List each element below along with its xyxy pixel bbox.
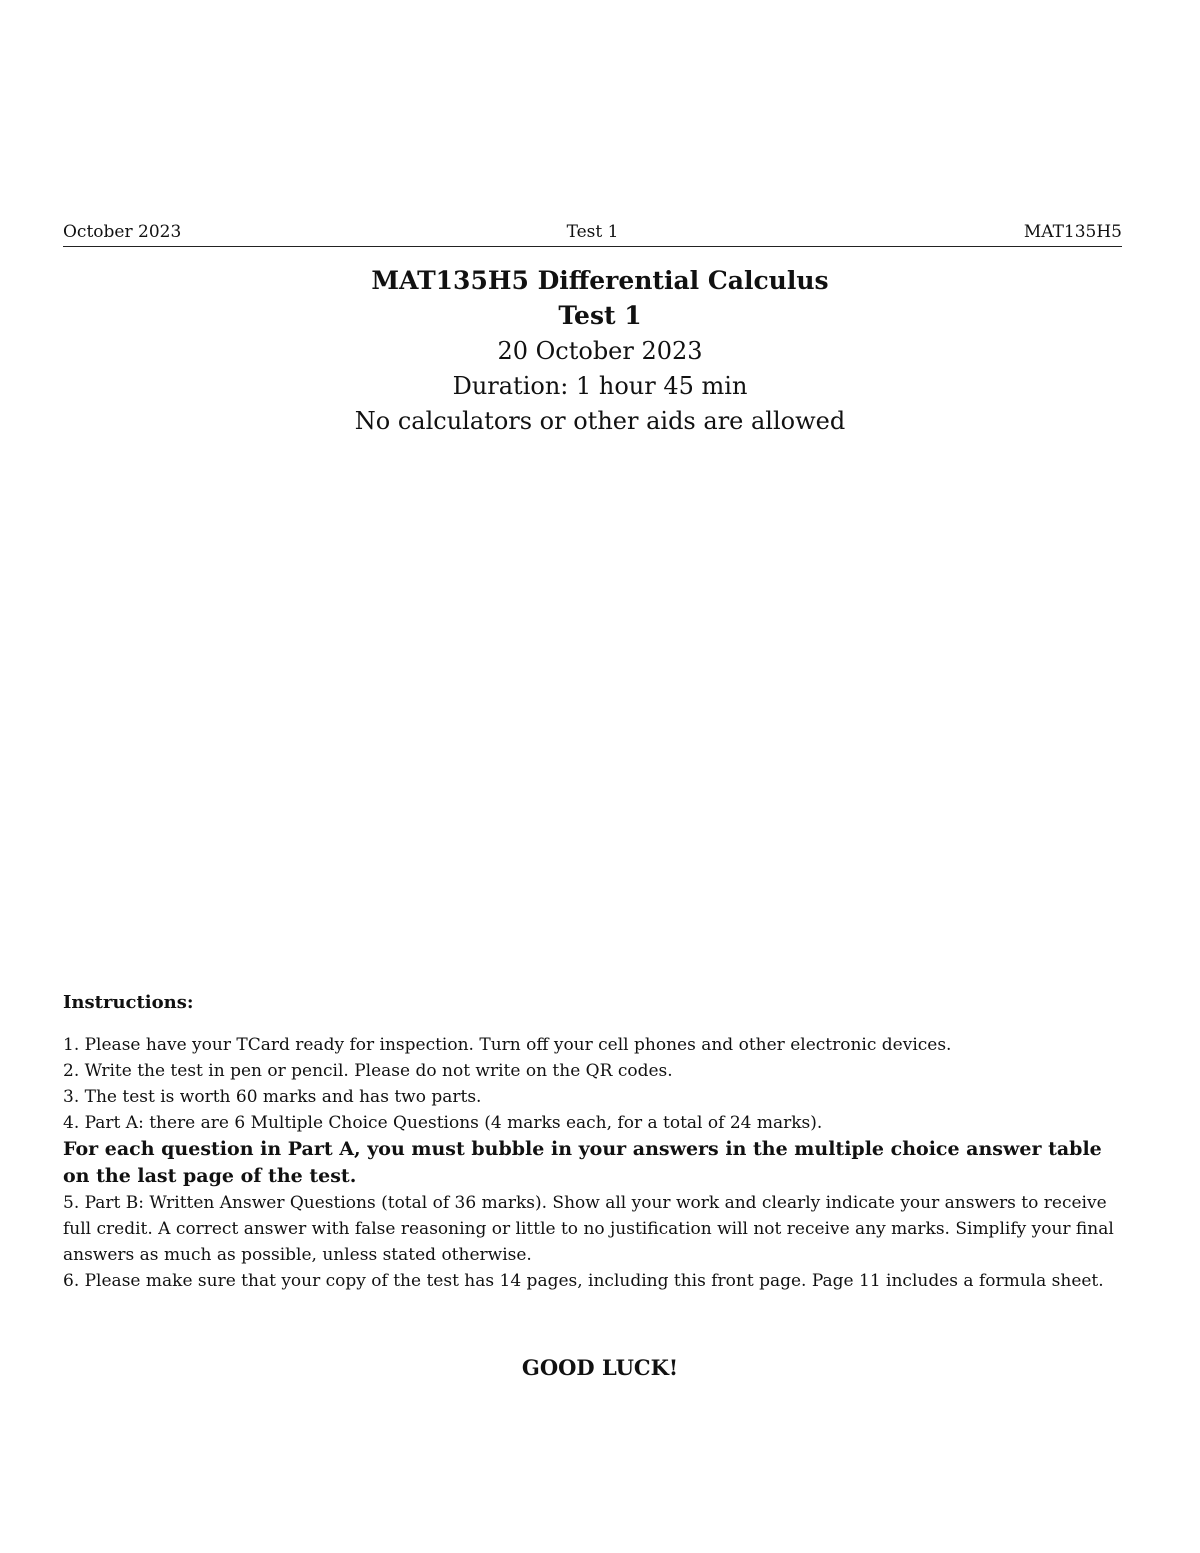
instruction-item: 1. Please have your TCard ready for inspection. Turn off your cell phones and other electronic devices. <box>63 1035 952 1055</box>
title-block <box>0 264 1200 439</box>
instruction-item: 2. Write the test in pen or pencil. Please do not write on the QR codes. <box>63 1061 673 1081</box>
instruction-item: 5. Part B: Written Answer Questions (total of 36 marks). Show all your work and clearly indicate your answers to receive full credit. A correct answer with false reasoning or little to no justification will not receive any marks. Simplify your final answers as much as possible, unless stated otherwise. <box>63 1193 1114 1265</box>
running-header <box>63 222 1122 247</box>
instruction-item: 3. The test is worth 60 marks and has two parts. <box>63 1087 482 1107</box>
instructions-section <box>63 990 1122 1294</box>
header-course-code: MAT135H5 <box>1023 222 1122 242</box>
instruction-item: 6. Please make sure that your copy of the test has 14 pages, including this front page. Page 11 includes a formula sheet. <box>63 1271 1104 1291</box>
part-a-bubble-note: For each question in Part A, you must bubble in your answers in the multiple choice answer table on the last page of the test. <box>63 1138 1102 1187</box>
instruction-item: 4. Part A: there are 6 Multiple Choice Questions (4 marks each, for a total of 24 marks). <box>63 1113 823 1133</box>
course-title: MAT135H5 Differential Calculus <box>371 266 829 295</box>
instructions-heading: Instructions: <box>63 992 194 1013</box>
test-date: 20 October 2023 <box>497 337 703 365</box>
header-date: October 2023 <box>63 222 182 242</box>
aids-notice: No calculators or other aids are allowed <box>354 407 846 435</box>
good-luck-message: GOOD LUCK! <box>521 1355 679 1380</box>
header-test-name: Test 1 <box>566 222 619 242</box>
test-title: Test 1 <box>558 301 642 330</box>
test-duration: Duration: 1 hour 45 min <box>452 372 748 400</box>
